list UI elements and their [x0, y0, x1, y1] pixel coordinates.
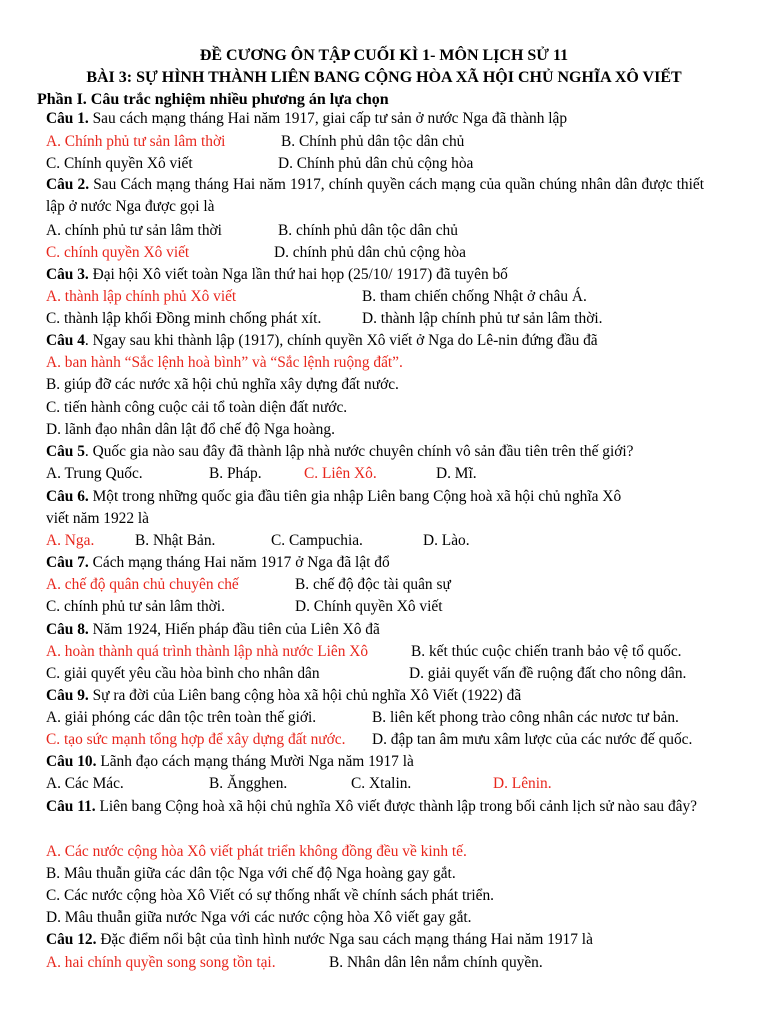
question-4-option-c: C. tiến hành công cuộc cải tổ toàn diện đất nước. [46, 399, 348, 416]
option-a-correct: A. thành lập chính phủ Xô viết [46, 288, 237, 305]
option-b: B. tham chiến chống Nhật ở châu Á. [362, 288, 587, 305]
option-c-correct: C. Liên Xô. [304, 465, 377, 482]
question-3-options-row2 [46, 309, 602, 329]
question-text: Đặc điểm nổi bật của tình hình nước Nga sau cách mạng tháng Hai năm 1917 là [96, 931, 593, 948]
option-d-correct: D. Lênin. [493, 775, 552, 792]
option-d: D. Chính quyền Xô viết [295, 598, 443, 615]
option-d: D. Chính phủ dân chủ cộng hòa [278, 155, 474, 172]
question-text: Liên bang Cộng hoà xã hội chủ nghĩa Xô viết được thành lập trong bối cảnh lịch sử nào sau đây? [95, 798, 698, 815]
question-4-option-a-correct: A. ban hành “Sắc lệnh hoà bình” và “Sắc lệnh ruộng đất”. [46, 354, 403, 371]
option-b: B. Chính phủ dân tộc dân chủ [281, 133, 465, 150]
question-2-options-row2 [46, 243, 466, 263]
question-label: Câu 4 [46, 332, 85, 349]
question-8-options-row2 [46, 664, 686, 684]
question-12-options [46, 953, 543, 973]
question-text: . Quốc gia nào sau đây đã thành lập nhà nước chuyên chính vô sản đầu tiên trên thế giới? [84, 443, 634, 460]
option-a: A. giải phóng các dân tộc trên toàn thế giới. [46, 709, 317, 726]
question-11-option-c: C. Các nước cộng hòa Xô Viết có sự thống nhất về chính sách phát triển. [46, 887, 495, 904]
question-3-options-row1 [46, 287, 587, 307]
question-9 [46, 686, 521, 706]
option-c: C. Xtalin. [351, 775, 412, 792]
option-b: B. liên kết phong trào công nhân các nươc tư bản. [372, 709, 679, 726]
question-6-text-cont: viết năm 1922 là [46, 510, 150, 527]
option-a: A. Các Mác. [46, 775, 124, 792]
option-c-correct: C. chính quyền Xô viết [46, 244, 190, 261]
question-5 [46, 442, 634, 462]
option-d: D. đập tan âm mưu xâm lược của các nước đế quốc. [372, 731, 693, 748]
question-11 [46, 796, 704, 818]
option-c: C. chính phủ tư sản lâm thời. [46, 598, 225, 615]
question-9-options-row1 [46, 708, 679, 728]
question-8-options-row1 [46, 642, 682, 662]
option-c: C. thành lập khối Đồng minh chống phát xít. [46, 310, 322, 327]
option-b: B. chính phủ dân tộc dân chủ [278, 222, 458, 239]
question-12 [46, 930, 593, 950]
question-label: Câu 12. [46, 931, 97, 948]
option-a-correct: A. Nga. [46, 532, 95, 549]
option-d: D. thành lập chính phủ tư sản lâm thời. [362, 310, 603, 327]
option-b: B. Ăngghen. [209, 775, 288, 792]
option-d: D. giải quyết vấn đề ruộng đất cho nông dân. [409, 665, 687, 682]
question-7 [46, 553, 390, 573]
option-a-correct: A. chế độ quân chủ chuyên chế [46, 576, 239, 593]
question-text: Một trong những quốc gia đầu tiên gia nhập Liên bang Cộng hoà xã hội chủ nghĩa Xô [88, 488, 622, 505]
question-7-options-row1 [46, 575, 451, 595]
question-9-options-row2 [46, 730, 692, 750]
question-label: Câu 10. [46, 753, 97, 770]
document-title: ĐỀ CƯƠNG ÔN TẬP CUỐI KÌ 1- MÔN LỊCH SỬ 11 [199, 47, 569, 64]
question-label: Câu 2. [46, 176, 90, 193]
question-1-options-row1 [46, 132, 464, 152]
lesson-title: BÀI 3: SỰ HÌNH THÀNH LIÊN BANG CỘNG HÒA XÃ HỘI CHỦ NGHĨA XÔ VIẾT [86, 69, 682, 86]
option-a: A. chính phủ tư sản lâm thời [46, 222, 222, 239]
question-4-option-d: D. lãnh đạo nhân dân lật đổ chế độ Nga hoàng. [46, 421, 335, 438]
option-c: C. giải quyết yêu cầu hòa bình cho nhân dân [46, 665, 320, 682]
question-text: . Ngay sau khi thành lập (1917), chính quyền Xô viết ở Nga do Lê-nin đứng đầu đã [84, 332, 598, 349]
question-11-option-a-correct: A. Các nước cộng hòa Xô viết phát triển không đồng đều về kinh tế. [46, 843, 467, 860]
option-d: D. Mĩ. [436, 465, 477, 482]
question-7-options-row2 [46, 597, 442, 617]
option-b: B. Nhật Bản. [135, 532, 216, 549]
question-label: Câu 6. [46, 488, 89, 505]
question-2-options-row1 [46, 221, 458, 241]
question-3 [46, 265, 508, 285]
question-text: Năm 1924, Hiến pháp đầu tiên của Liên Xô đã [88, 621, 380, 638]
question-5-options [46, 464, 477, 484]
question-text: Sau Cách mạng tháng Hai năm 1917, chính quyền cách mạng của quần chúng nhân dân được thiết lập ở nước Nga được gọi là [46, 176, 704, 216]
question-6-options [46, 531, 470, 551]
question-label: Câu 1. [46, 110, 89, 127]
question-text: Sự ra đời của Liên bang cộng hòa xã hội chủ nghĩa Xô Viết (1922) đã [88, 687, 522, 704]
option-d: D. chính phủ dân chủ cộng hòa [274, 244, 466, 261]
question-text: Sau cách mạng tháng Hai năm 1917, giai cấp tư sản ở nước Nga đã thành lập [88, 110, 568, 127]
question-11-option-b: B. Mâu thuẫn giữa các dân tộc Nga với chế độ Nga hoàng gay gắt. [46, 865, 456, 882]
question-label: Câu 3. [46, 266, 89, 283]
question-4-option-b: B. giúp đỡ các nước xã hội chủ nghĩa xây dựng đất nước. [46, 376, 399, 393]
question-10-options [46, 774, 552, 794]
question-6 [46, 487, 621, 507]
option-b: B. Nhân dân lên nắm chính quyền. [329, 954, 543, 971]
question-label: Câu 5 [46, 443, 85, 460]
option-b: B. chế độ độc tài quân sự [295, 576, 451, 593]
question-1 [46, 109, 567, 129]
question-8 [46, 620, 380, 640]
section-heading: Phần I. Câu trắc nghiệm nhiều phương án lựa chọn [37, 91, 389, 108]
question-text: Đại hội Xô viết toàn Nga lần thứ hai họp (25/10/ 1917) đã tuyên bố [88, 266, 508, 283]
option-b: B. kết thúc cuộc chiến tranh bảo vệ tổ quốc. [411, 643, 682, 660]
question-2 [46, 174, 704, 219]
question-text: Lãnh đạo cách mạng tháng Mười Nga năm 1917 là [96, 753, 414, 770]
question-label: Câu 11. [46, 798, 96, 815]
question-4 [46, 331, 598, 351]
option-a-correct: A. hai chính quyền song song tồn tại. [46, 954, 276, 971]
option-a: A. Trung Quốc. [46, 465, 143, 482]
question-label: Câu 8. [46, 621, 89, 638]
option-a-correct: A. Chính phủ tư sản lâm thời [46, 133, 226, 150]
question-10 [46, 752, 414, 772]
option-a-correct: A. hoàn thành quá trình thành lập nhà nước Liên Xô [46, 643, 369, 660]
option-d: D. Lào. [423, 532, 470, 549]
option-c: C. Campuchia. [271, 532, 363, 549]
question-1-options-row2 [46, 154, 473, 174]
question-label: Câu 9. [46, 687, 89, 704]
option-c: C. Chính quyền Xô viết [46, 155, 193, 172]
option-c-correct: C. tạo sức mạnh tổng hợp để xây dựng đất nước. [46, 731, 346, 748]
option-b: B. Pháp. [209, 465, 262, 482]
question-11-option-d: D. Mâu thuẫn giữa nước Nga với các nước cộng hòa Xô viết gay gắt. [46, 909, 472, 926]
question-label: Câu 7. [46, 554, 89, 571]
question-text: Cách mạng tháng Hai năm 1917 ở Nga đã lật đổ [88, 554, 390, 571]
